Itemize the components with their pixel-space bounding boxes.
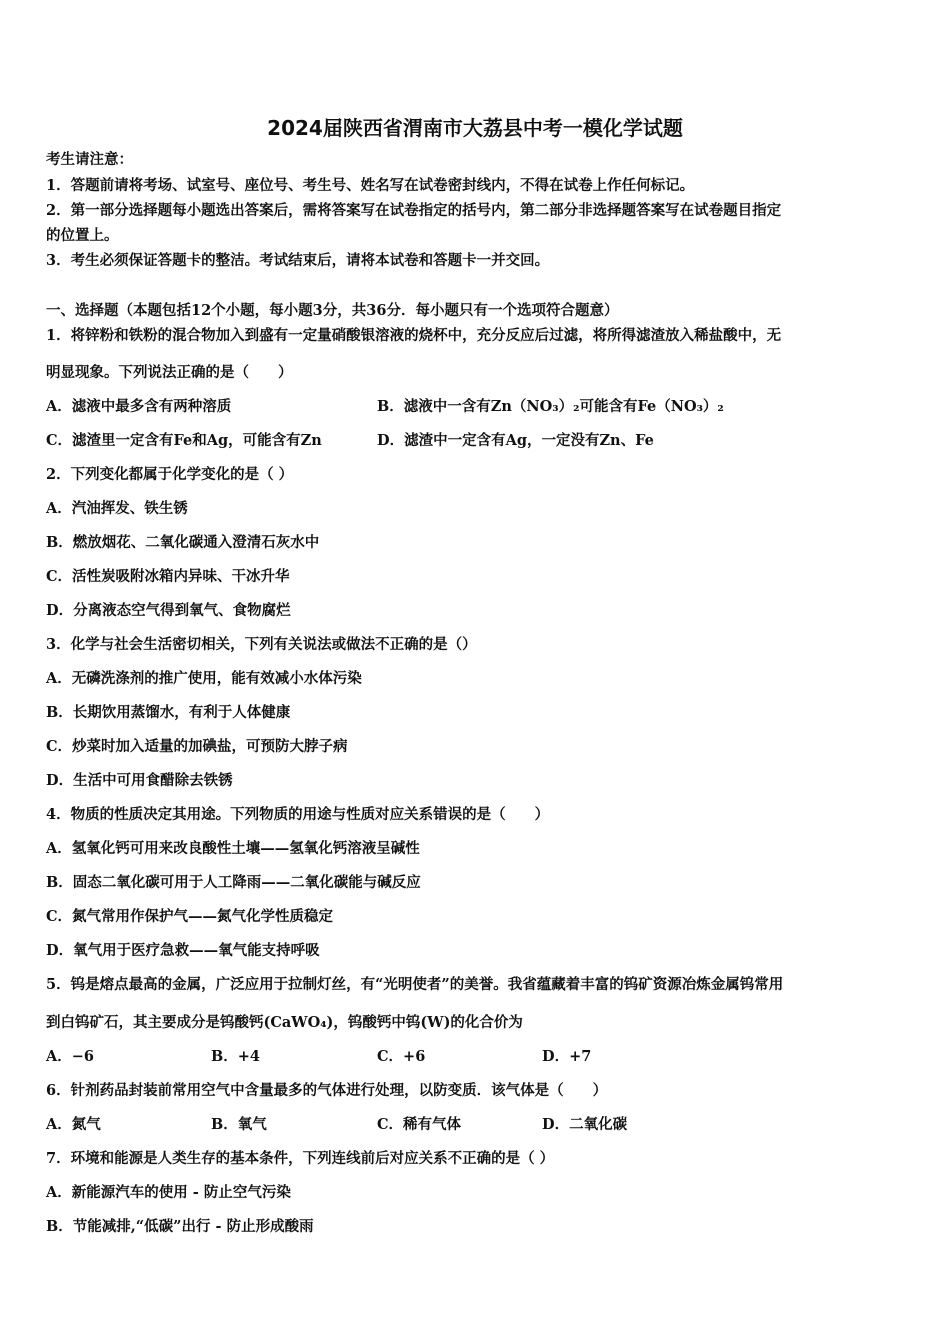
option: C．+6 <box>377 1048 426 1065</box>
notice-heading: 考生请注意： <box>46 151 133 168</box>
option: D．二氧化碳 <box>542 1116 628 1133</box>
option: A．新能源汽车的使用 - 防止空气污染 <box>46 1184 291 1201</box>
option: D．氧气用于医疗急救——氧气能支持呼吸 <box>46 942 320 959</box>
option: D．滤渣中一定含有Ag，一定没有Zn、Fe <box>377 432 654 449</box>
option: A．汽油挥发、铁生锈 <box>46 500 188 517</box>
option: A．−6 <box>46 1048 94 1065</box>
notice-item: 的位置上。 <box>46 227 119 244</box>
page-title: 2024届陕西省渭南市大荔县中考一模化学试题 <box>267 116 683 140</box>
option: C．炒菜时加入适量的加碘盐，可预防大脖子病 <box>46 738 348 755</box>
option: B．燃放烟花、二氧化碳通入澄清石灰水中 <box>46 534 320 551</box>
section-heading: 一、选择题（本题包括12个小题，每小题3分，共36分．每小题只有一个选项符合题意） <box>46 302 619 319</box>
question-2-stem: 2．下列变化都属于化学变化的是（ ） <box>46 466 294 483</box>
option: D．+7 <box>542 1048 592 1065</box>
question-1-stem: 1．将锌粉和铁粉的混合物加入到盛有一定量硝酸银溶液的烧杯中，充分反应后过滤，将所得滤渣放入稀盐酸中，无 <box>46 327 782 344</box>
option: B．滤液中一含有Zn（NO₃）₂可能含有Fe（NO₃）₂ <box>377 398 724 415</box>
option: A．无磷洗涤剂的推广使用，能有效减小水体污染 <box>46 670 362 687</box>
question-7-stem: 7．环境和能源是人类生存的基本条件，下列连线前后对应关系不正确的是（ ） <box>46 1150 555 1167</box>
notice-item: 2．第一部分选择题每小题选出答案后，需将答案写在试卷指定的括号内，第二部分非选择题答案写在试卷题目指定 <box>46 202 782 219</box>
question-3-stem: 3．化学与社会生活密切相关，下列有关说法或做法不正确的是（） <box>46 636 477 653</box>
option: A．滤液中最多含有两种溶质 <box>46 398 232 415</box>
option: A．氢氧化钙可用来改良酸性土壤——氢氧化钙溶液呈碱性 <box>46 840 420 857</box>
notice-item: 3．考生必须保证答题卡的整洁。考试结束后，请将本试卷和答题卡一并交回。 <box>46 252 550 269</box>
option: B．节能减排,“低碳”出行 - 防止形成酸雨 <box>46 1218 314 1235</box>
option: C．稀有气体 <box>377 1116 462 1133</box>
notice-item: 1．答题前请将考场、试室号、座位号、考生号、姓名写在试卷密封线内，不得在试卷上作任何标记。 <box>46 177 695 194</box>
option: C．氮气常用作保护气——氮气化学性质稳定 <box>46 908 334 925</box>
option: B．长期饮用蒸馏水，有利于人体健康 <box>46 704 291 721</box>
question-4-stem: 4．物质的性质决定其用途。下列物质的用途与性质对应关系错误的是（ ） <box>46 806 550 823</box>
option: D．分离液态空气得到氧气、食物腐烂 <box>46 602 291 619</box>
option: D．生活中可用食醋除去铁锈 <box>46 772 233 789</box>
question-6-stem: 6．针剂药品封装前常用空气中含量最多的气体进行处理，以防变质．该气体是（ ） <box>46 1082 608 1099</box>
option: B．固态二氧化碳可用于人工降雨——二氧化碳能与碱反应 <box>46 874 421 891</box>
option: B．氧气 <box>211 1116 267 1133</box>
question-5-stem: 5．钨是熔点最高的金属，广泛应用于拉制灯丝，有“光明使者”的美誉。我省蕴藏着丰富的钨矿资源冶炼金属钨常用 <box>46 976 784 993</box>
option: C．活性炭吸附冰箱内异味、干冰升华 <box>46 568 290 585</box>
option: C．滤渣里一定含有Fe和Ag，可能含有Zn <box>46 432 322 449</box>
option: B．+4 <box>211 1048 260 1065</box>
question-1-stem: 明显现象。下列说法正确的是（ ） <box>46 364 293 381</box>
option: A．氮气 <box>46 1116 101 1133</box>
question-5-stem: 到白钨矿石，其主要成分是钨酸钙(CaWO₄)，钨酸钙中钨(W)的化合价为 <box>46 1014 523 1031</box>
